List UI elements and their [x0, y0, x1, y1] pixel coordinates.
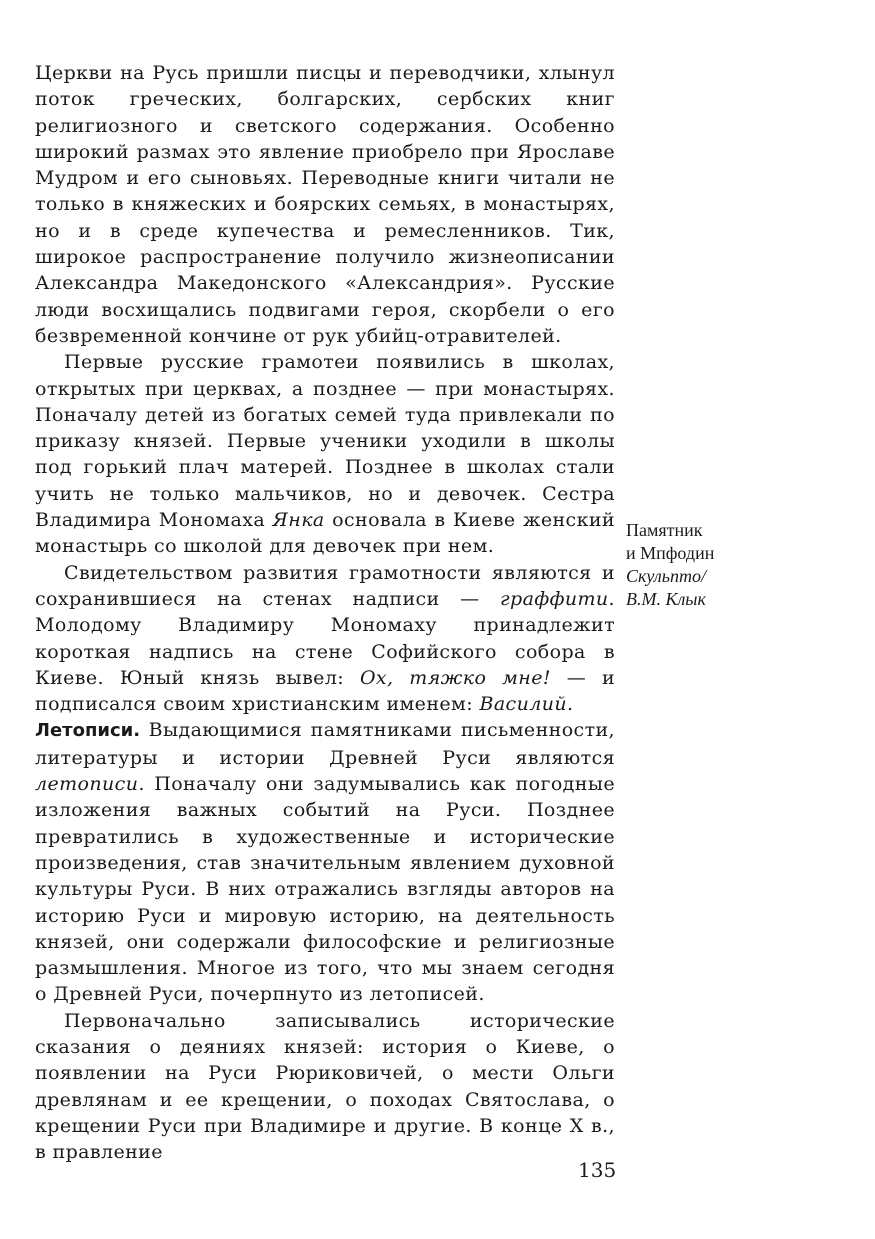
section-heading: Летописи.: [35, 720, 141, 742]
paragraph: [35, 560, 615, 718]
text-run: Свидетельством развития грамотности являются и сохранившиеся на стенах надписи —: [35, 561, 615, 610]
caption-author-line: Скульпто/: [626, 566, 706, 586]
main-text: [35, 60, 615, 1165]
page-number: 135: [578, 1158, 617, 1182]
text-run: Поначалу они задумывались как погодные изложения важных событий на Руси. Позднее превратились в художественные и исторические произведения, став значительным явлением духовной культуры Руси. В них отражались взгляды авторов на историю Руси и мировую историю, на деятельность князей, они содержали философские и религиозные размышления. Многое из того, что мы знаем сегодня о Древней Руси, почерпнуто из летописей.: [35, 773, 615, 1006]
text-run: Первые русские грамотеи появились в школах, открытых при церквах, а позднее — при монастырях. Поначалу детей из богатых семей туда привлекали по приказу князей. Первые ученики уходили в школы под горький плач матерей. Позднее в школах стали учить не только мальчиков, но и девочек. Сестра Владимира Мономаха: [35, 351, 615, 532]
paragraph: [35, 349, 615, 559]
text-run: — и подписался своим христианским именем:: [35, 666, 616, 716]
caption-author-line: В.М. Клык: [626, 589, 706, 609]
italic-term: граффити.: [500, 587, 615, 610]
italic-term: Янка: [272, 509, 325, 532]
paragraph: [35, 1008, 615, 1166]
paragraph: [35, 717, 615, 1007]
paragraph: [35, 60, 615, 349]
italic-term: летописи.: [35, 773, 145, 796]
text-run: Молодому Владимиру Мономаху принадлежит короткая надпись на стене Софийского собора в Киеве. Юный князь вывел:: [35, 614, 615, 689]
image-caption: [626, 519, 776, 611]
text-run: Выдающимися памятниками письменности, литературы и истории Древней Руси являются: [35, 719, 615, 769]
text-run: Церкви на Русь пришли писцы и переводчики, хлынул поток греческих, болгарских, сербских книг религиозного и светского содержания. Особенно широкий размах это явление приобрело при Ярославе Мудром и его сыновьях. Переводные книги читали не только в княжеских и боярских семьях, в монастырях, но и в среде купечества и ремесленников. Тик, широкое распространение получило жизнеописании Александра Македонского «Александрия». Русские люди восхищались подвигами героя, скорбели о его безвременной кончине от рук убийц-отравителей.: [35, 62, 615, 347]
italic-term: Василий.: [479, 693, 574, 716]
text-run: Первоначально записывались исторические сказания о деяниях князей: история о Киеве, о появлении на Руси Рюриковичей, о мести Ольги древлянам и ее крещении, о походах Святослава, о крещении Руси при Владимире и другие. В конце X в., в правление: [35, 1009, 615, 1164]
caption-line: и Мпфодин: [626, 543, 715, 563]
italic-term: Ох, тяжко мне!: [359, 666, 551, 689]
caption-line: Памятник: [626, 520, 703, 540]
text-run: основала в Киеве женский монастырь со школой для девочек при нем.: [35, 509, 615, 558]
